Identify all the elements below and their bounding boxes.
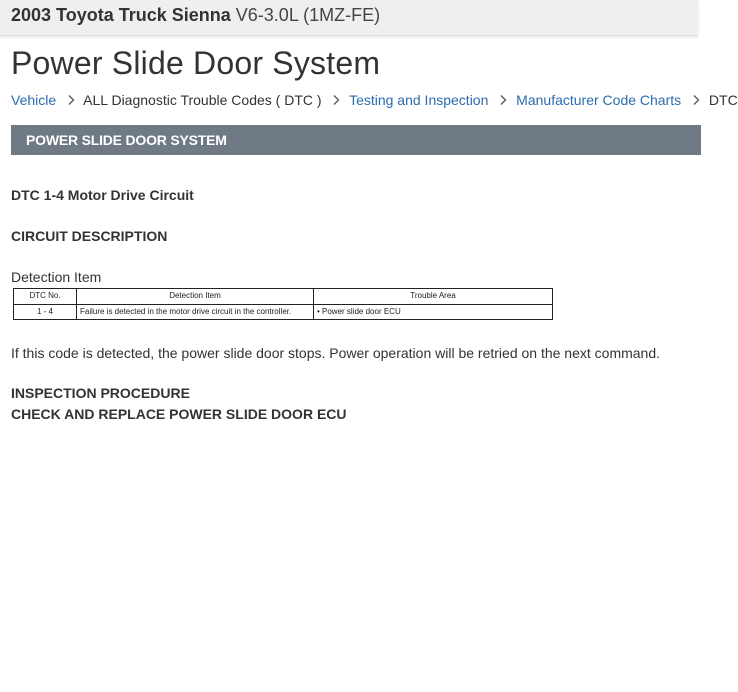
- breadcrumb: [11, 91, 738, 109]
- description-paragraph: If this code is detected, the power slide door stops. Power operation will be retried on the next command.: [11, 345, 661, 361]
- section-header: [11, 125, 701, 155]
- circuit-description-heading: CIRCUIT DESCRIPTION: [11, 228, 168, 244]
- breadcrumb-vehicle-link[interactable]: Vehicle: [11, 92, 57, 108]
- table-header-detection-item: Detection Item: [77, 289, 314, 305]
- table-header-dtc-no: DTC No.: [14, 289, 77, 305]
- vehicle-title: [11, 5, 380, 25]
- table-header-trouble-area: Trouble Area: [314, 289, 553, 305]
- dtc-table: [13, 288, 553, 320]
- table-cell-trouble-area: • Power slide door ECU: [314, 304, 553, 320]
- inspection-procedure-heading: INSPECTION PROCEDURE: [11, 385, 190, 401]
- table-row: [14, 304, 553, 320]
- page-title: Power Slide Door System: [11, 45, 381, 81]
- vehicle-year-model: 2003 Toyota Truck Sienna: [11, 5, 231, 25]
- breadcrumb-dtc: DTC: [708, 92, 738, 108]
- vehicle-header-bar: [0, 0, 698, 36]
- section-header-label: POWER SLIDE DOOR SYSTEM: [26, 132, 227, 148]
- table-cell-dtc-no: 1 - 4: [14, 304, 77, 320]
- table-header-row: [14, 289, 553, 305]
- table-cell-detection-item: Failure is detected in the motor drive circuit in the controller.: [77, 304, 314, 320]
- chevron-right-icon: [330, 94, 342, 106]
- breadcrumb-all-dtc: ALL Diagnostic Trouble Codes ( DTC ): [83, 92, 322, 108]
- dtc-heading: DTC 1-4 Motor Drive Circuit: [11, 187, 194, 203]
- chevron-right-icon: [497, 94, 509, 106]
- breadcrumb-manufacturer-code-charts-link[interactable]: Manufacturer Code Charts: [516, 92, 682, 108]
- chevron-right-icon: [690, 94, 702, 106]
- check-replace-heading: CHECK AND REPLACE POWER SLIDE DOOR ECU: [11, 406, 347, 422]
- breadcrumb-testing-inspection-link[interactable]: Testing and Inspection: [349, 92, 489, 108]
- vehicle-engine: V6-3.0L (1MZ-FE): [235, 5, 381, 25]
- detection-item-label: Detection Item: [11, 269, 102, 285]
- chevron-right-icon: [65, 94, 77, 106]
